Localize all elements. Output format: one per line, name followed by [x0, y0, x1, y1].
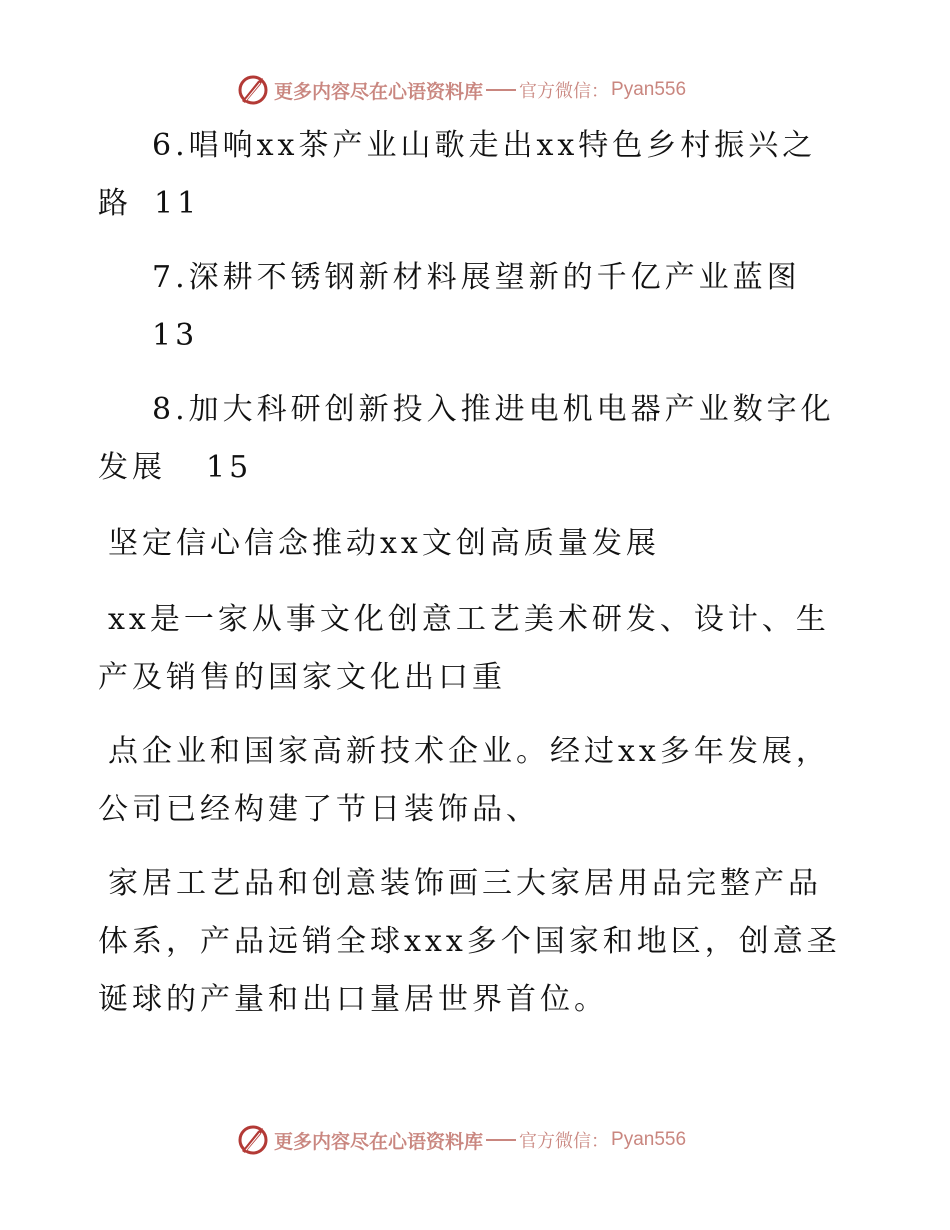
- article-line-4: 公司已经构建了节日装饰品、: [98, 792, 540, 827]
- toc-entry-6-line1: 6.唱响xx茶产业山歌走出xx特色乡村振兴之: [152, 128, 817, 163]
- header-watermark-banner: [236, 72, 686, 108]
- banner-site-text: 更多内容尽在心语资料库: [274, 80, 484, 103]
- toc-entry-7-line1: 7.深耕不锈钢新材料展望新的千亿产业蓝图: [152, 260, 801, 295]
- banner-wechat-label: 官方微信：: [519, 1131, 610, 1152]
- toc-entry-6-line2: [98, 186, 200, 222]
- article-heading: 坚定信心信念推动xx文创高质量发展: [108, 526, 660, 561]
- banner-dash: [486, 89, 516, 91]
- toc-entry-8-line2: [98, 450, 252, 486]
- article-line-5: 家居工艺品和创意装饰画三大家居用品完整产品: [108, 866, 822, 901]
- quill-logo-icon: [236, 73, 270, 107]
- article-line-6: 体系，产品远销全球xxx多个国家和地区，创意圣: [98, 924, 841, 959]
- footer-watermark-banner: [236, 1122, 686, 1158]
- toc-entry-8-page: 15: [206, 450, 253, 485]
- article-line-1: xx是一家从事文化创意工艺美术研发、设计、生: [108, 602, 830, 637]
- article-line-7: 诞球的产量和出口量居世界首位。: [98, 982, 608, 1017]
- toc-entry-7-page: 13: [152, 318, 199, 353]
- toc-entry-8-line1: 8.加大科研创新投入推进电机电器产业数字化: [152, 392, 835, 427]
- toc-entry-6-title-end: 路: [98, 186, 132, 221]
- banner-dash: [486, 1139, 516, 1141]
- banner-site-text: 更多内容尽在心语资料库: [274, 1130, 484, 1153]
- banner-wechat-id: Pyan556: [611, 79, 687, 100]
- article-line-3: 点企业和国家高新技术企业。经过xx多年发展，: [108, 734, 830, 769]
- toc-entry-6-page: 11: [154, 186, 201, 221]
- article-line-2: 产及销售的国家文化出口重: [98, 660, 506, 695]
- quill-logo-icon: [236, 1123, 270, 1157]
- banner-wechat-id: Pyan556: [611, 1129, 687, 1150]
- toc-entry-8-title-end: 发展: [98, 450, 166, 485]
- banner-wechat-label: 官方微信：: [519, 81, 610, 102]
